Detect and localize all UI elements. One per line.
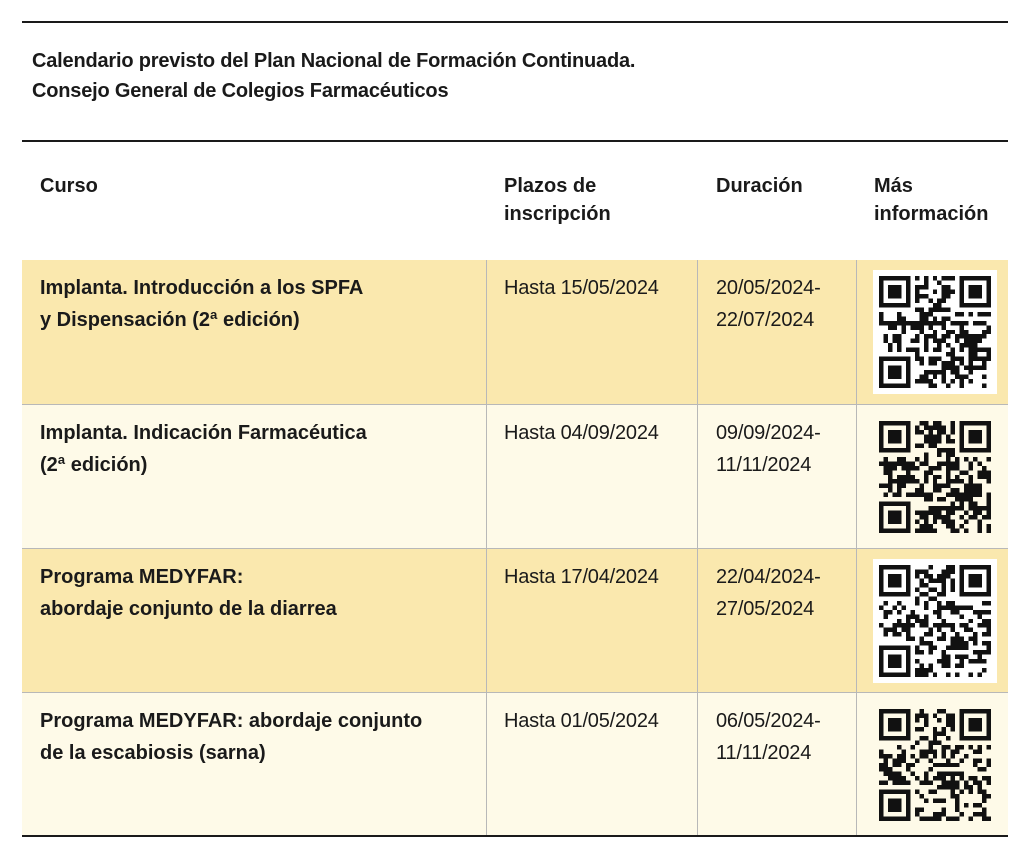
course-name: Implanta. Introducción a los SPFA y Dispensación (2ª edición) (40, 277, 364, 331)
deadline-text: Hasta 01/05/2024 (504, 710, 659, 732)
title-line-2: Consejo General de Colegios Farmacéuticos (32, 80, 449, 102)
table-body (22, 260, 1008, 835)
top-rule (22, 21, 1008, 23)
deadline-cell (487, 260, 698, 404)
info-cell (857, 405, 1008, 548)
header-course: Curso (40, 175, 98, 197)
course-name: Implanta. Indicación Farmacéutica (2ª edición) (40, 422, 367, 476)
qr-code-icon[interactable] (873, 559, 997, 683)
table-header (22, 142, 1008, 261)
duration-cell (698, 405, 857, 548)
qr-code-icon[interactable] (873, 415, 997, 539)
duration-text: 09/09/2024- 11/11/2024 (716, 422, 821, 476)
header-duration: Duración (716, 175, 803, 197)
table-row (22, 693, 1008, 835)
table-row (22, 549, 1008, 693)
deadline-cell (487, 549, 698, 692)
duration-cell (698, 260, 857, 404)
info-cell (857, 693, 1008, 835)
course-cell (22, 260, 487, 404)
deadline-text: Hasta 17/04/2024 (504, 566, 659, 588)
info-cell (857, 260, 1008, 404)
bottom-rule (22, 835, 1008, 837)
course-cell (22, 693, 487, 835)
table-row (22, 405, 1008, 549)
duration-text: 06/05/2024- 11/11/2024 (716, 710, 821, 764)
qr-code-icon[interactable] (873, 703, 997, 827)
header-deadline: Plazos de inscripción (504, 175, 611, 225)
duration-cell (698, 693, 857, 835)
duration-text: 20/05/2024- 22/07/2024 (716, 277, 821, 331)
qr-code-icon[interactable] (873, 270, 997, 394)
deadline-cell (487, 693, 698, 835)
info-cell (857, 549, 1008, 692)
table-row (22, 260, 1008, 405)
page-title (32, 46, 992, 106)
deadline-text: Hasta 15/05/2024 (504, 277, 659, 299)
course-name: Programa MEDYFAR: abordaje conjunto de la escabiosis (sarna) (40, 710, 423, 764)
duration-cell (698, 549, 857, 692)
header-more-info: Más información (874, 175, 989, 225)
deadline-cell (487, 405, 698, 548)
course-cell (22, 549, 487, 692)
deadline-text: Hasta 04/09/2024 (504, 422, 659, 444)
duration-text: 22/04/2024- 27/05/2024 (716, 566, 821, 620)
course-cell (22, 405, 487, 548)
title-line-1: Calendario previsto del Plan Nacional de Formación Continuada. (32, 50, 636, 72)
course-name: Programa MEDYFAR: abordaje conjunto de la diarrea (40, 566, 337, 620)
